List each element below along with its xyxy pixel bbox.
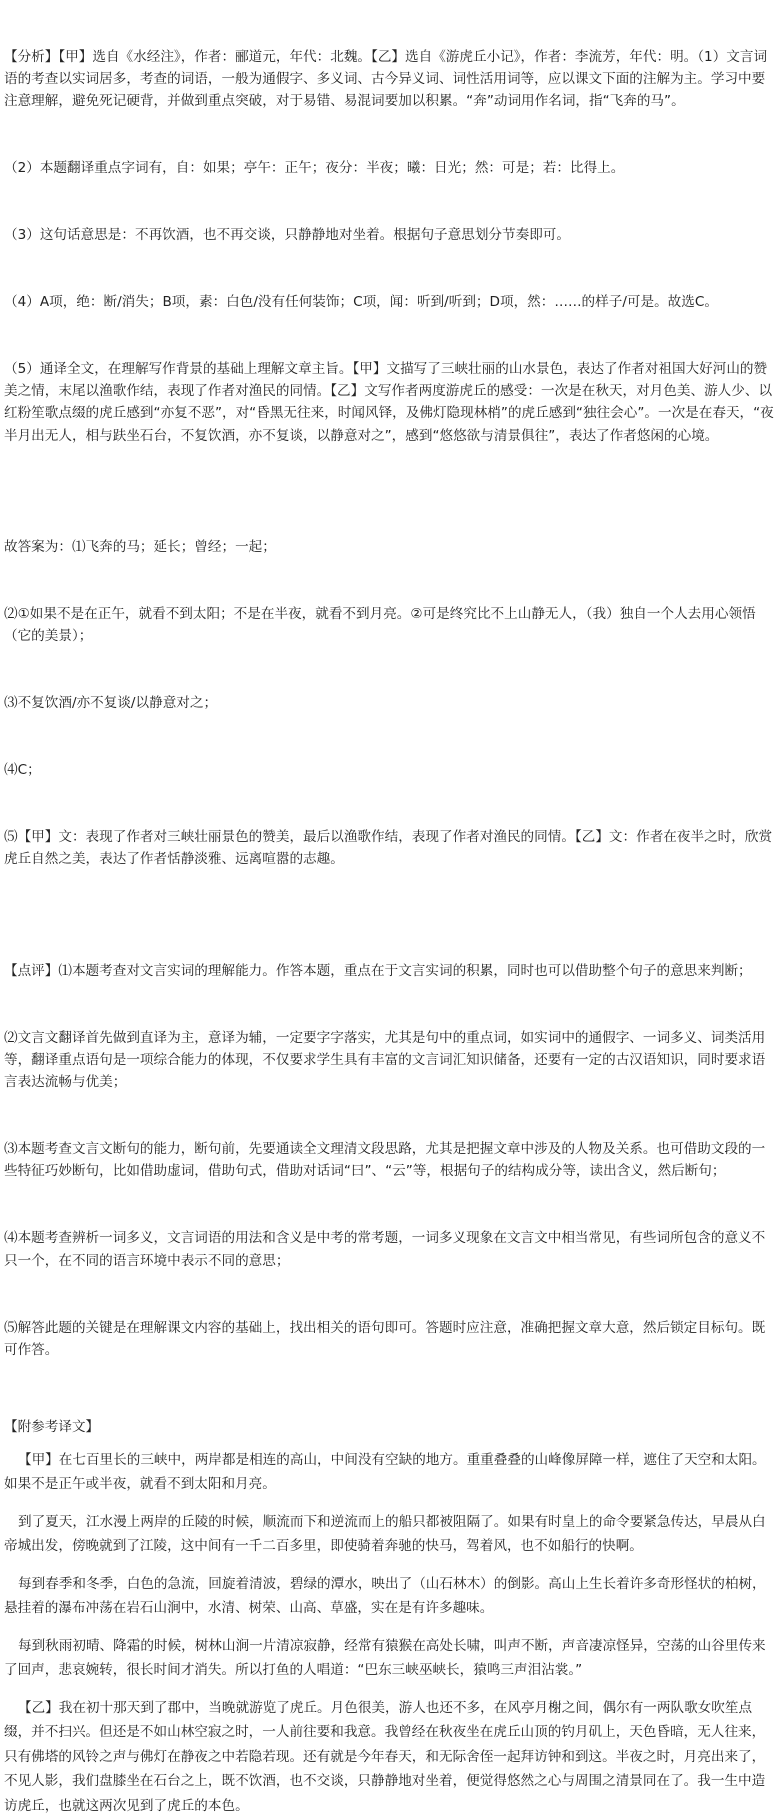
comment-paragraph: 【点评】⑴本题考查对文言实词的理解能力。作答本题，重点在于文言实词的积累，同时也可以借助整个句子的意思来判断；: [4, 962, 752, 979]
analysis-section: [4, 0, 774, 492]
answer-line: ⑸【甲】文：表现了作者对三峡壮丽景色的赞美，最后以渔歌作结，表现了作者对渔民的同情。【乙】文：作者在夜半之时，欣赏虎丘自然之美，表达了作者恬静淡雅、远离喧嚣的志趣。: [4, 828, 773, 868]
answers-section: [4, 492, 774, 916]
analysis-paragraph: 【分析】【甲】选自《水经注》，作者：郦道元，年代：北魏。【乙】选自《游虎丘小记》，作者：李流芳，年代：明。（1）文言词语的考查以实词居多，考查的词语，一般为通假字、多义词、古今异义词、词性活用词等，应以课文下面的注解为主。学习中要注意理解，避免死记硬背，并做到重点突破，对于易错、易混词要加以积累。“奔”动词用作名词，指“飞奔的马”。: [4, 48, 768, 110]
comment-paragraph: ⑷本题考查辨析一词多义，文言词语的用法和含义是中考的常考题，一词多义现象在文言文中相当常见，有些词所包含的意义不只一个，在不同的语言环境中表示不同的意思；: [4, 1230, 766, 1269]
translation-paragraph: 【乙】我在初十那天到了郡中，当晚就游览了虎丘。月色很美，游人也还不多，在风亭月榭之间，偶尔有一两队歌女吹笙点缀，并不扫兴。但还是不如山林空寂之时，一人前往要和我意。我曾经在秋夜坐在虎丘山顶的钓月矶上，天色昏暗，无人往来，只有佛塔的风铃之声与佛灯在静夜之中若隐若现。还有就是今年春天，和无际舍侄一起拜访钟和到这。半夜之时，月亮出来了，不见人影，我们盘膝坐在石台之上，既不饮酒，也不交谈，只静静地对坐着，便觉得悠然之心与周围之清景同在了。我一生中造访虎丘，也就这两次见到了虎丘的本色。: [4, 1699, 766, 1814]
analysis-paragraph: （2）本题翻译重点字词有，自：如果；亭午：正午；夜分：半夜；曦：日光；然：可是；若：比得上。: [4, 160, 625, 177]
comment-paragraph: ⑵文言文翻译首先做到直译为主，意译为辅，一定要字字落实，尤其是句中的重点词，如实词中的通假字、一词多义、词类活用等，翻译重点语句是一项综合能力的体现，不仅要求学生具有丰富的文言词汇知识储备，还要有一定的古汉语知识，同时要求语言表达流畅与优美；: [4, 1029, 766, 1091]
translation-paragraph: 每到秋雨初晴、降霜的时候，树林山涧一片清凉寂静，经常有猿猴在高处长啸，叫声不断，声音凄凉怪异，空荡的山谷里传来了回声，悲哀婉转，很长时间才消失。所以打鱼的人唱道：“巴东三峡巫峡长，猿鸣三声泪沾裳。”: [4, 1637, 766, 1679]
answer-line: 故答案为：⑴飞奔的马；延长；曾经；一起；: [4, 539, 276, 556]
comments-section: [4, 915, 774, 1406]
translation-paragraph: 每到春季和冬季，白色的急流，回旋着清波，碧绿的潭水，映出了（山石林木）的倒影。高山上生长着许多奇形怪状的柏树，悬挂着的瀑布冲荡在岩石山涧中，水清、树荣、山高、草盛，实在是有许多趣味。: [4, 1575, 766, 1617]
answer-line: ⑵①如果不是在正午，就看不到太阳；不是在半夜，就看不到月亮。②可是终究比不上山静无人，（我）独自一个人去用心领悟（它的美景）；: [4, 606, 756, 645]
translation-section: [4, 1448, 774, 1818]
analysis-paragraph: （4）A项，绝：断/消失；B项，素：白色/没有任何装饰；C项，闻：听到/听到；D项，然：……的样子/可是。故选C。: [4, 293, 718, 310]
analysis-paragraph: （5）通译全文，在理解写作背景的基础上理解文章主旨。【甲】文描写了三峡壮丽的山水景色，表达了作者对祖国大好河山的赞美之情，末尾以渔歌作结，表现了作者对渔民的同情。【乙】文写作者两度游虎丘的感受：一次是在秋天，对月色美、游人少、以红粉笙歌点缀的虎丘感到“亦复不恶”，对“昏黑无往来，时闻风铎，及佛灯隐现林梢”的虎丘感到“独往会心”。一次是在春天，“夜半月出无人，相与趺坐石台，不复饮酒，亦不复谈，以静意对之”，感到“悠悠欲与清景俱往”，表达了作者悠闲的心境。: [4, 360, 774, 444]
translation-paragraph: 【甲】在七百里长的三峡中，两岸都是相连的高山，中间没有空缺的地方。重重叠叠的山峰像屏障一样，遮住了天空和太阳。如果不是正午或半夜，就看不到太阳和月亮。: [4, 1451, 766, 1493]
appendix-title: 【附参考译文】: [4, 1418, 100, 1435]
translation-paragraph: 到了夏天，江水漫上两岸的丘陵的时候，顺流而下和逆流而上的船只都被阻隔了。如果有时皇上的命令要紧急传达，早晨从白帝城出发，傍晚就到了江陵，这中间有一千二百多里，即使骑着奔驰的快马，驾着风，也不如船行的快啊。: [4, 1513, 766, 1555]
answer-line: ⑶不复饮酒/亦不复谈/以静意对之；: [4, 695, 218, 712]
comment-paragraph: ⑸解答此题的关键是在理解课文内容的基础上，找出相关的语句即可。答题时应注意，准确把握文章大意，然后锁定目标句。既可作答。: [4, 1319, 766, 1358]
answer-line: ⑷C；: [4, 762, 41, 779]
comment-paragraph: ⑶本题考查文言文断句的能力，断句前，先要通读全文理清文段思路，尤其是把握文章中涉及的人物及关系。也可借助文段的一些特征巧妙断句，比如借助虚词，借助句式，借助对话词“曰”、“云”等，根据句子的结构成分等，读出含义，然后断句；: [4, 1141, 766, 1180]
analysis-paragraph: （3）这句话意思是：不再饮酒，也不再交谈，只静静地对坐着。根据句子意思划分节奏即可。: [4, 226, 570, 243]
